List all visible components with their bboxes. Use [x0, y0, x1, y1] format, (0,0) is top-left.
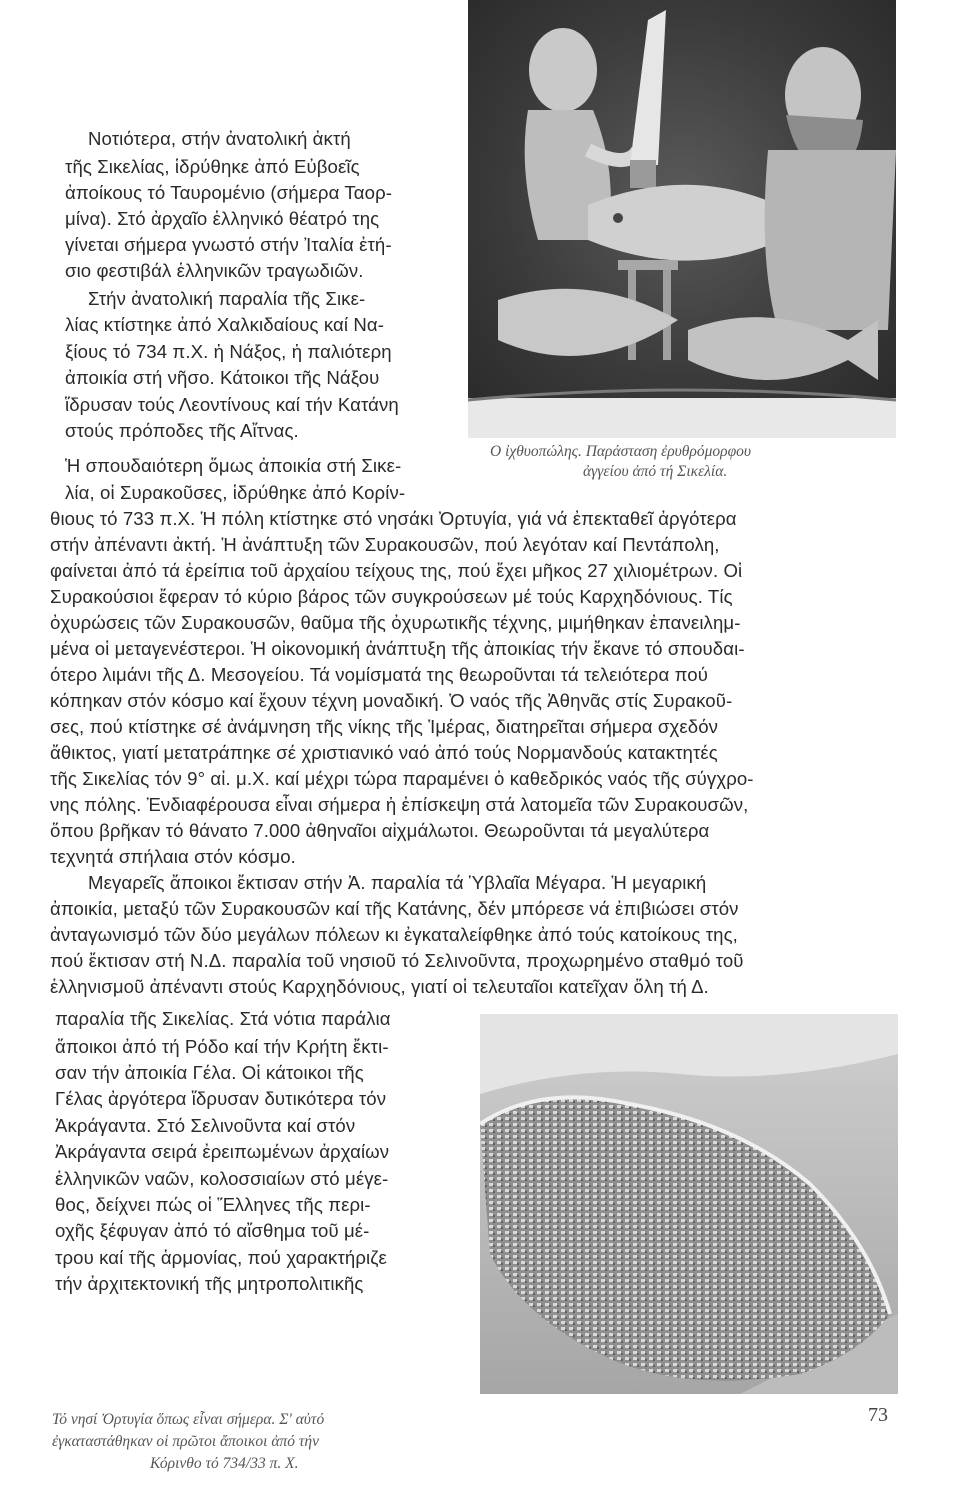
body-line: σαν τήν ἀποικία Γέλα. Οἱ κάτοικοι τῆς — [55, 1062, 364, 1083]
body-line: Ἀκράγαντα σειρά ἐρειπωμένων ἀρχαίων — [55, 1141, 390, 1162]
body-line: Συρακούσιοι ἔφεραν τό κύριο βάρος τῶν συγκρούσεων μέ τούς Καρχηδόνιους. Τίς — [50, 586, 733, 607]
body-line: φαίνεται ἀπό τά ἐρείπια τοῦ ἀρχαίου τείχους της, πού ἔχει μῆκος 27 χιλιομέτρων. Οἱ — [50, 560, 743, 581]
body-line: γίνεται σήμερα γνωστό στήν Ἰταλία ἐτή- — [65, 234, 392, 255]
body-line: τήν ἀρχιτεκτονική τῆς μητροπολιτικῆς — [55, 1273, 364, 1294]
body-line: πού ἔκτισαν στή Ν.Δ. παραλία τοῦ νησιοῦ τό Σελινοῦντα, προχωρημένο σταθμό τοῦ — [50, 950, 744, 971]
body-line: στούς πρόποδες τῆς Αἴτνας. — [65, 420, 299, 441]
body-line: ἀνταγωνισμό τῶν δύο μεγάλων πόλεων κι ἐγκαταλείφθηκε ἀπό τούς κατοίκους της, — [50, 924, 738, 945]
ortygia-caption-line-2: ἐγκαταστάθηκαν οἱ πρῶτοι ἄποικοι ἀπό τήν — [52, 1433, 319, 1450]
body-line: ὀχυρώσεις τῶν Συρακουσῶν, θαῦμα τῆς ὀχυρωτικῆς τέχνης, μιμήθηκαν ἐπανειλημ- — [50, 612, 741, 633]
body-line: ξίους τό 734 π.Χ. ἡ Νάξος, ἡ παλιότερη — [65, 341, 392, 362]
fishmonger-vase-image — [468, 0, 896, 438]
body-line: ἀποικία στή νῆσο. Κάτοικοι τῆς Νάξου — [65, 367, 380, 388]
body-line: λίας κτίστηκε ἀπό Χαλκιδαίους καί Να- — [65, 314, 385, 335]
page-number: 73 — [868, 1404, 888, 1426]
ortygia-caption-line-3: Κόρινθο τό 734/33 π. Χ. — [150, 1455, 299, 1472]
body-line: Νοτιότερα, στήν ἀνατολική ἀκτή — [88, 128, 351, 149]
body-line: Μεγαρεῖς ἄποικοι ἔκτισαν στήν Ἀ. παραλία τά Ὑβλαῖα Μέγαρα. Ἡ μεγαρική — [88, 872, 707, 893]
body-line: λία, οἱ Συρακοῦσες, ἱδρύθηκε ἀπό Κορίν- — [65, 482, 406, 503]
body-line: Γέλας ἀργότερα ἵδρυσαν δυτικότερα τόν — [55, 1088, 387, 1109]
body-line: ἑλληνικῶν ναῶν, κολοσσιαίων στό μέγε- — [55, 1168, 389, 1189]
ortygia-caption-line-1: Τό νησί Ὀρτυγία ὅπως εἶναι σήμερα. Σ' αὐτό — [52, 1411, 325, 1428]
vase-caption-line-2: ἀγγείου ἀπό τή Σικελία. — [583, 463, 728, 480]
body-line: τῆς Σικελίας, ἱδρύθηκε ἀπό Εὐβοεῖς — [65, 156, 360, 177]
body-line: οχῆς ξέφυγαν ἀπό τό αἴσθημα τοῦ μέ- — [55, 1220, 370, 1241]
body-line: τεχνητά σπήλαια στόν κόσμο. — [50, 846, 296, 867]
body-line: θος, δείχνει πώς οἱ Ἕλληνες τῆς περι- — [55, 1194, 371, 1215]
body-line: σιο φεστιβάλ ἑλληνικῶν τραγωδιῶν. — [65, 260, 364, 281]
body-line: στήν ἀπέναντι ἀκτή. Ἡ ἀνάπτυξη τῶν Συρακουσῶν, πού λεγόταν καί Πεντάπολη, — [50, 534, 720, 555]
body-line: ὅπου βρῆκαν τό θάνατο 7.000 ἀθηναῖοι αἰχμάλωτοι. Θεωροῦνται τά μεγαλύτερα — [50, 820, 710, 841]
body-line: μίνα). Στό ἀρχαῖο ἑλληνικό θέατρό της — [65, 208, 380, 229]
ortygia-aerial-photo — [480, 1014, 898, 1394]
body-line: κόπηκαν στόν κόσμο καί ἔχουν τέχνη μοναδική. Ὁ ναός τῆς Ἀθηνᾶς στίς Συρακοῦ- — [50, 690, 733, 711]
body-line: τῆς Σικελίας τόν 9° αἰ. μ.Χ. καί μέχρι τώρα παραμένει ὁ καθεδρικός ναός τῆς σύγχρο- — [50, 768, 754, 789]
body-line: ἀποίκους τό Ταυρομένιο (σήμερα Ταορ- — [65, 182, 393, 203]
body-line: νης πόλης. Ἐνδιαφέρουσα εἶναι σήμερα ἡ ἐπίσκεψη στά λατομεῖα τῶν Συρακουσῶν, — [50, 794, 749, 815]
body-line: μένα οἱ μεταγενέστεροι. Ἡ οἰκονομική ἀνάπτυξη τῆς ἀποικίας τήν ἔκανε τό σπουδαι- — [50, 638, 745, 659]
vase-caption-line-1: Ο ἰχθυοπώλης. Παράσταση ἐρυθρόμορφου — [490, 443, 752, 460]
body-line: Ἀκράγαντα. Στό Σελινοῦντα καί στόν — [55, 1115, 356, 1136]
body-line: ἄθικτος, γιατί μετατράπηκε σέ χριστιανικό ναό ἀπό τούς Νορμανδούς κατακτητές — [50, 742, 718, 763]
body-line: παραλία τῆς Σικελίας. Στά νότια παράλια — [55, 1008, 391, 1029]
body-line: ότερο λιμάνι τῆς Δ. Μεσογείου. Τά νομίσματά της θεωροῦνται τά τελειότερα πού — [50, 664, 708, 685]
body-line: ἄποικοι ἀπό τή Ρόδο καί τήν Κρήτη ἔκτι- — [55, 1036, 389, 1057]
body-line: σες, πού κτίστηκε σέ ἀνάμνηση τῆς νίκης τῆς Ἱμέρας, διατηρεῖται σήμερα σχεδόν — [50, 716, 719, 737]
body-line: Στήν ἀνατολική παραλία τῆς Σικε- — [88, 288, 366, 309]
body-line: θιους τό 733 π.Χ. Ἡ πόλη κτίστηκε στό νησάκι Ὀρτυγία, γιά νά ἐπεκταθεῖ ἀργότερα — [50, 508, 737, 529]
body-line: ἑλληνισμοῦ ἀπέναντι στούς Καρχηδόνιους, γιατί οἱ τελευταῖοι κατεῖχαν ὅλη τή Δ. — [50, 976, 709, 997]
body-line: Ἡ σπουδαιότερη ὅμως ἀποικία στή Σικε- — [65, 455, 402, 476]
body-line: ἀποικία, μεταξύ τῶν Συρακουσῶν καί τῆς Κατάνης, δέν μπόρεσε νά ἐπιβιώσει στόν — [50, 898, 739, 919]
body-line: ἵδρυσαν τούς Λεοντίνους καί τήν Κατάνη — [65, 394, 399, 415]
body-line: τρου καί τῆς ἁρμονίας, πού χαρακτήριζε — [55, 1247, 387, 1268]
